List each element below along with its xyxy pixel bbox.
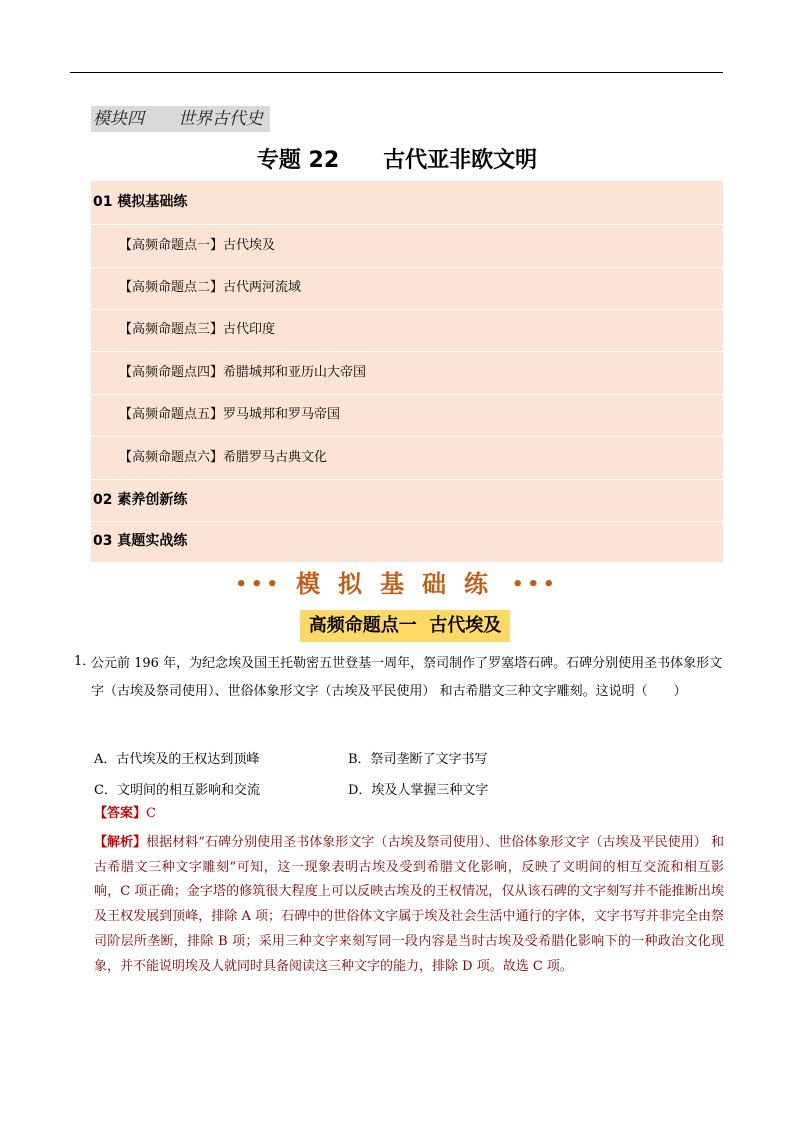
- answer-label: 【答案】: [94, 806, 147, 821]
- toc-item-2[interactable]: 【高频命题点二】古代两河流域: [91, 267, 751, 310]
- module-tag: 模块四 世界古代史: [91, 106, 270, 132]
- option-c: C．文明间的相互影响和交流: [94, 783, 260, 798]
- banner-dots-left: •••: [235, 574, 282, 595]
- banner-dots-right: •••: [512, 574, 559, 595]
- toc-section-02[interactable]: 02 素养创新练: [91, 479, 725, 522]
- table-of-contents: [91, 181, 723, 562]
- option-b: B．祭司垄断了文字书写: [348, 752, 488, 767]
- toc-item-5[interactable]: 【高频命题点五】罗马城邦和罗马帝国: [91, 394, 751, 437]
- answer-line: [94, 805, 156, 823]
- toc-section-01[interactable]: 01 模拟基础练: [91, 181, 725, 225]
- toc-item-1[interactable]: 【高频命题点一】古代埃及: [91, 224, 751, 268]
- option-a: A．古代埃及的王权达到顶峰: [94, 752, 260, 767]
- page-title: 专题 22 古代亚非欧文明: [256, 148, 538, 173]
- toc-item-3[interactable]: 【高频命题点三】古代印度: [91, 309, 751, 352]
- banner-text: 模拟基础练: [296, 570, 506, 598]
- toc-section-03[interactable]: 03 真题实战练: [93, 533, 188, 549]
- toc-item-6[interactable]: 【高频命题点六】希腊罗马古典文化: [91, 436, 751, 480]
- analysis-paragraph: [94, 831, 724, 979]
- option-d: D．埃及人掌握三种文字: [348, 783, 489, 798]
- question-stem: 公元前 196 年，为纪念埃及国王托勒密五世登基一周年，祭司制作了罗塞塔石碑。石碑分别使用圣书体象形文字（古埃及祭司使用）、世俗体象形文字（古埃及平民使用） 和古希腊文三种文字雕刻。这说明（ ）: [91, 656, 723, 699]
- analysis-label: 【解析】: [94, 835, 147, 850]
- toc-item-4[interactable]: 【高频命题点四】希腊城邦和亚历山大帝国: [91, 351, 751, 395]
- analysis-text: 根据材料“石碑分别使用圣书体象形文字（古埃及祭司使用）、世俗体象形文字（古埃及平民使用） 和古希腊文三种文字雕刻”可知，这一现象表明古埃及受到希腊文化影响，反映了文明间的相互交流和相互影响，C 项正确；金字塔的修筑很大程度上可以反映古埃及的王权情况，仅从该石碑的文字刻写并不能推断出埃及王权发展到顶峰，排除 A 项；石碑中的世俗体文字属于埃及社会生活中通行的字体，文字书写并非完全由祭司阶层所垄断，排除 B 项；采用三种文字来刻写同一段内容是当时古埃及受希腊化影响下的一种政治文化现象，并不能说明埃及人就同时具备阅读这三种文字的能力，排除 D 项。故选 C 项。: [94, 835, 724, 974]
- section-banner: [0, 566, 794, 603]
- answer-value: C: [146, 806, 156, 821]
- subheading: 高频命题点一 古代埃及: [300, 610, 510, 642]
- question-number: 1．: [74, 654, 96, 669]
- header-rule: [70, 72, 723, 73]
